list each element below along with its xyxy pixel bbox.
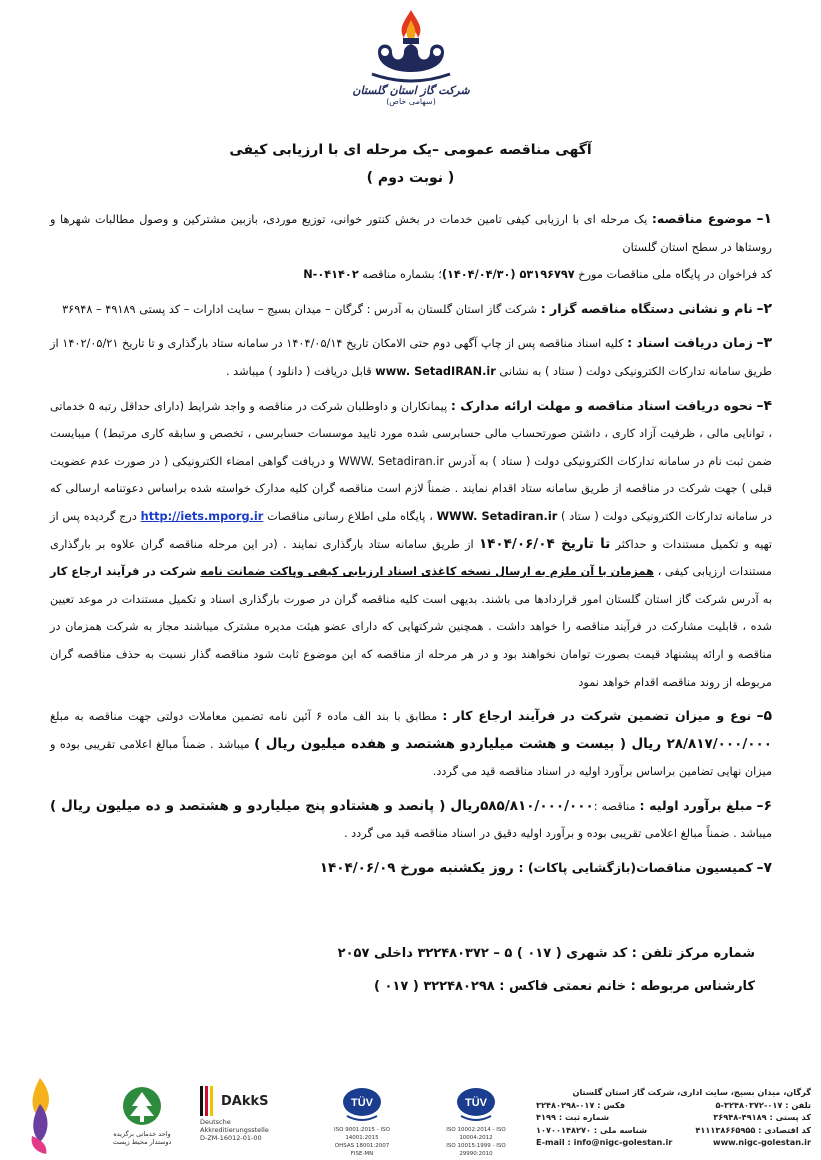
tree-badge-icon <box>120 1086 164 1126</box>
notice-body <box>50 205 772 883</box>
call-code-number: ۵۳۱۹۶۷۹۷ (۱۴۰۴/۰۴/۳۰) <box>441 268 575 282</box>
dakks-name: DAkkS <box>221 1093 269 1109</box>
address-row <box>536 1136 811 1149</box>
tuv-badge-2 <box>436 1086 516 1158</box>
tuv-cert-icon <box>341 1086 383 1122</box>
section-commission <box>50 854 772 883</box>
section-text: میباشد . ضمناً مبالغ اعلامی تقریبی بوده و برآورد اولیه دقیق در اسناد مناقصه قید می گردد . <box>343 827 772 841</box>
section-number: ۴– <box>756 397 772 414</box>
section-heading: موضوع مناقصه: <box>651 211 752 226</box>
postal-code: کد پستی : ۴۹۱۸۹-۳۶۹۴۸ <box>713 1112 811 1122</box>
address-row <box>536 1099 811 1112</box>
section-number: ۷– <box>756 860 772 877</box>
commission-date: روز یکشنبه مورخ ۱۴۰۴/۰۶/۰۹ <box>319 860 519 877</box>
fax: فکس : ۰۱۷-۳۲۴۸۰۲۹۸ <box>536 1099 626 1110</box>
section-heading: کمیسیون مناقصات(بازگشایی پاکات) : <box>518 860 753 876</box>
email[interactable]: E-mail : info@nigc-golestan.ir <box>536 1137 673 1147</box>
tuv-cert-icon <box>455 1086 497 1122</box>
tuv-logo-text: TÜV <box>465 1097 487 1109</box>
call-code-label: کد فراخوان در پایگاه ملی مناقصات مورخ <box>574 268 772 282</box>
registration-number: شماره ثبت : ۴۱۹۹ <box>536 1112 610 1122</box>
section-text: درج گردیده پس از تهیه و تکمیل مستندات و حداکثر <box>50 509 773 551</box>
section-text: مطابق با بند الف ماده ۶ آئین نامه تضمین معاملات دولتی جهت مناقصه به مبلغ <box>50 710 443 724</box>
paper-copy-requirement: همزمان با آن ملزم به ارسال نسخه کاغذی اسناد ارزیابی کیفی وپاکت ضمانت نامه <box>200 565 654 579</box>
company-logo <box>350 8 472 126</box>
environment-badge <box>112 1086 172 1146</box>
contact-info <box>155 937 755 1003</box>
section-estimate <box>50 792 772 848</box>
environment-badge-caption: واحد خدماتی برگزیده دوستدار محیط زیست <box>112 1130 172 1146</box>
section-heading: نحوه دریافت اسناد مناقصه و مهلت ارائه مدارک : <box>450 397 753 413</box>
telephone: تلفن : ۰۱۷-۳۲۴۸۰۳۷۲-۵ <box>715 1099 811 1110</box>
logo-company-name: شرکت گاز استان گلستان <box>352 84 470 97</box>
company-address: گرگان، میدان بسیج، سایت اداری، شرکت گاز استان گلستان <box>572 1087 811 1097</box>
section-text: میباشد . ضمناً مبالغ اعلامی تقریبی بوده و میزان نهایی تضامین براساس برآورد اولیه در اسناد مناقصه قید می گردد. <box>50 737 772 779</box>
section-number: ۵– <box>756 708 772 725</box>
section-guarantee <box>50 702 772 786</box>
address-row <box>536 1111 811 1124</box>
estimate-amount: ۵۸۵/۸۱۰/۰۰۰/۰۰۰ریال ( پانصد و هشتادو پنج میلیاردو و هشتصد و ده میلیون ریال ) <box>50 797 594 814</box>
setad-website: WWW. Setadiran.ir <box>338 454 445 468</box>
section-heading: نوع و میزان تضمین شرکت در فرآیند ارجاع کار : <box>442 708 752 724</box>
website[interactable]: www.nigc-golestan.ir <box>713 1137 811 1147</box>
phone-line: شماره مرکز تلفن : کد شهری ( ۰۱۷ ) ۵ – ۳۲۲۴۸۰۳۷۲ داخلی ۲۰۵۷ <box>337 946 755 961</box>
setad-website: www. SetadIRAN.ir <box>375 364 496 378</box>
company-address-block <box>536 1086 811 1149</box>
logo-company-type: (سهامی خاص) <box>386 97 436 106</box>
dakks-flag-icon <box>200 1086 218 1116</box>
section-text: و دریافت گواهی امضاء الکترونیکی ( در صورت عدم عضویت قبلی ) جهت شرکت در مناقصه از طریق سامانه ستاد اقدام نمایند . ضمناً لازم است مناقصه گران کلیه مدارک خواسته شده براساس دعوتنامه ارسالی که در سامانه تدارکات الکترونیکی دولت ( ستاد ) <box>50 454 773 523</box>
economic-code: کد اقتصادی : ۴۱۱۱۳۸۶۶۵۹۵۵ <box>695 1124 811 1135</box>
section-number: ۳– <box>756 335 773 352</box>
dakks-caption: Deutsche Akkreditierungsstelle D-ZM-16012-01-00 <box>200 1118 269 1142</box>
section-text: پیمانکاران و داوطلبان شرکت در مناقصه و واجد شرایط (دارای حداقل رتبه ۵ خدماتی ، توانایی مالی ، ظرفیت آزاد کاری ، داشتن صورتحساب مالی حسابرسی شده مورد تایید موسسات حسابرسی ، تخصص و سابقه کاری مرتبط) ) میبایست ضمن ثبت نام در سامانه تدارکات الکترونیکی دولت ( ستاد ) به آدرس <box>50 399 773 468</box>
section-organizer <box>50 295 772 324</box>
section-heading: نام و نشانی دستگاه مناقصه گزار : <box>540 300 753 316</box>
golestan-side-logo-icon <box>22 1074 58 1156</box>
tuv-logo-text: TÜV <box>351 1097 373 1109</box>
section-text: از طریق سامانه ستاد بارگذاری نمایند . (در این مرحله مناقصه گران علاوه بر بارگذاری مستندات ارزیابی کیفی ، <box>50 537 772 579</box>
setad-website: WWW. Setadiran.ir <box>436 509 558 523</box>
section-number: ۶– <box>756 797 772 814</box>
expert-line: کارشناس مربوطه : خانم نعمتی فاکس : ۳۲۲۴۸۰۲۹۸ ( ۰۱۷ ) <box>374 979 755 994</box>
section-number: ۱– <box>756 211 773 227</box>
section-text: مناقصه : <box>593 799 640 813</box>
paper-copy-requirement-end: شرکت در فرآیند ارجاع کار <box>50 565 201 579</box>
section-heading: زمان دریافت اسناد : <box>627 335 753 351</box>
address-row <box>536 1124 811 1137</box>
dakks-badge <box>200 1086 295 1142</box>
letterhead-footer <box>0 1068 821 1160</box>
section-number: ۲– <box>756 300 772 317</box>
section-text: یک مرحله ای با ارزیابی کیفی تامین خدمات در بخش کنتور خوانی، توزیع موردی، بازبین مشترکین و وصول مطالبات شهرها و روستاها در سطح استان گلستان <box>50 213 772 254</box>
section-text: شرکت گاز استان گلستان به آدرس : گرگان – میدان بسیج – سایت ادارات – کد پستی ۴۹۱۸۹ – ۳۶۹۴۸ <box>62 302 541 316</box>
national-id: شناسه ملی : ۱۰۷۰۰۱۴۸۲۷۰ <box>536 1124 647 1135</box>
submission-deadline: تا تاریخ ۱۴۰۴/۰۶/۰۴ <box>478 535 611 552</box>
call-code-line <box>50 261 772 289</box>
section-document-time <box>50 329 772 385</box>
section-text: به آدرس شرکت گاز استان گلستان امور قراردادها می باشند. بدیهی است کلیه مناقصه گران در صورت بارگذاری اسناد و تکمیل مستندات در موعد تعیین شده ، قابلیت مشارکت در فرآیند مناقصه را خواهد داشت . همچنین شرکتهایی که دارای عضو هیئت مدیره مشترک میباشند مجاز به شرکت همزمان در مناقصه و ارائه پیشنهاد قیمت بصورت توامان نخواهند بود و در هر مرحله از مناقصه که این موضوع ثابت شود مناقصه گذار نسبت به حذف مناقصه گران مربوطه از روند مناقصه اقدام خواهد نمود <box>50 592 772 689</box>
tuv-badge-1-caption: ISO 9001:2015 - ISO 14001:2015 OHSAS 18001:2007 FISE-MN <box>334 1127 390 1157</box>
notice-title: آگهی مناقصه عمومی –یک مرحله ای با ارزیابی کیفی <box>229 142 592 158</box>
section-text: ، پایگاه ملی اطلاع رسانی مناقصات <box>263 509 437 523</box>
tuv-badge-1 <box>322 1086 402 1158</box>
guarantee-amount: ۲۸/۸۱۷/۰۰۰/۰۰۰ ریال ( بیست و هشت میلیاردو هشتصد و هفده میلیون ریال ) <box>254 735 772 752</box>
section-subject <box>50 205 772 261</box>
section-document-delivery <box>50 392 772 697</box>
section-text: کلیه اسناد مناقصه پس از چاپ آگهی دوم حتی الامکان تاریخ ۱۴۰۴/۰۵/۱۴ در سامانه ستاد بارگذاری و تا تاریخ ۱۴۰۲/۰۵/۲۱ از طریق سامانه تدارکات الکترونیکی دولت ( ستاد ) به نشانی <box>50 337 772 378</box>
iets-link[interactable]: http://iets.mporg.ir <box>140 509 264 523</box>
tender-number: N-۰۴۱۴۰۲ <box>303 268 359 282</box>
tuv-badge-2-caption: ISO 10002:2014 - ISO 10004:2012 ISO 10015:1999 - ISO 29990:2010 <box>446 1127 506 1157</box>
gas-flame-logo-icon <box>366 8 456 86</box>
notice-round: ( نوبت دوم ) <box>366 170 455 186</box>
tender-number-label: ؛ بشماره مناقصه <box>358 268 442 282</box>
section-text-end: قابل دریافت ( دانلود ) میباشد . <box>226 364 376 378</box>
section-heading: مبلغ برآورد اولیه : <box>639 797 753 813</box>
